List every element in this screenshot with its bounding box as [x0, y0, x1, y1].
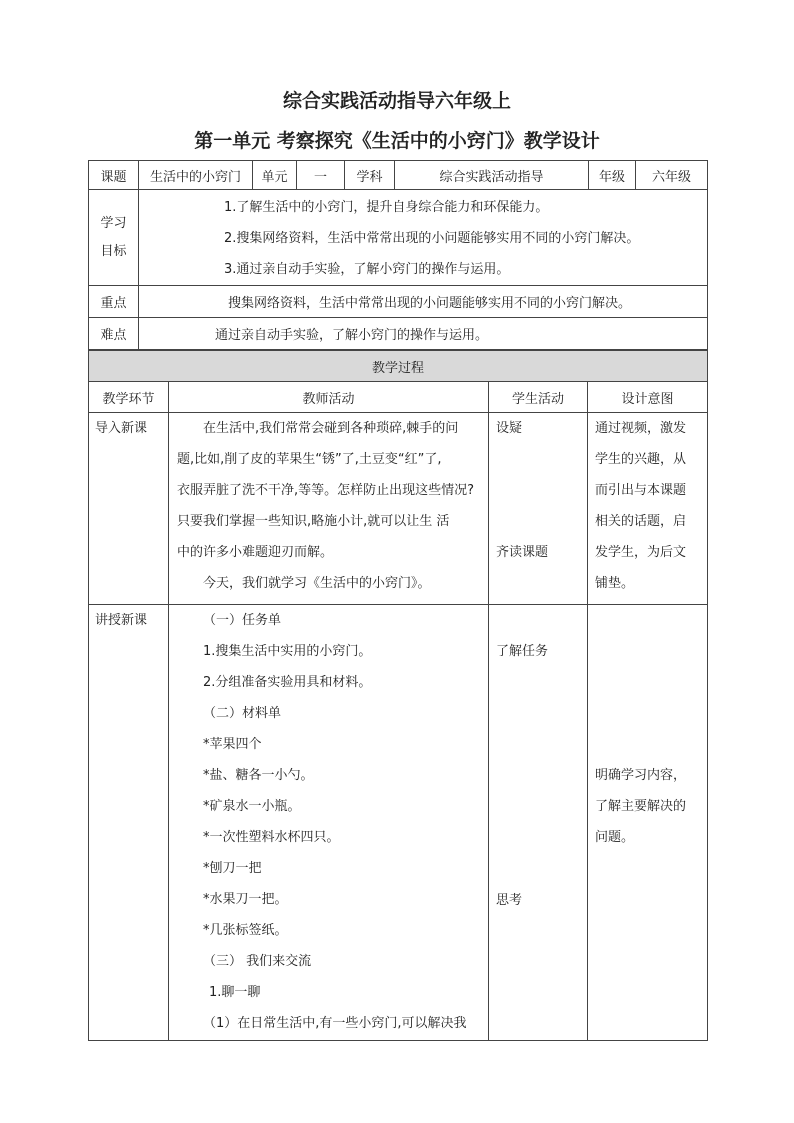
- student-activity-line: 设疑: [496, 421, 523, 436]
- teacher-activity-line: *苹果四个: [203, 737, 262, 752]
- objectives-content: [139, 190, 708, 286]
- teacher-activity-line: 中的许多小难题迎刃而解。: [177, 545, 334, 560]
- grade-label: 年级: [589, 161, 636, 190]
- teacher-activity-line: *矿泉水一小瓶。: [203, 799, 301, 814]
- design-intent-cell: [588, 413, 708, 605]
- objectives-row: [89, 190, 708, 286]
- process-header: 教学过程: [89, 351, 708, 382]
- difficulty-label: 难点: [89, 318, 139, 350]
- teacher-activity-line: （三） 我们来交流: [203, 954, 312, 969]
- teacher-activity-line: 1.聊一聊: [209, 985, 261, 1000]
- table-row: [89, 413, 708, 605]
- objective-item: 3.通过亲自动手实验，了解小窍门的操作与运用。: [224, 262, 510, 277]
- teacher-activity-line: 2.分组准备实验用具和材料。: [203, 675, 372, 690]
- student-activity-line: 了解任务: [496, 644, 549, 659]
- column-header-teacher: 教师活动: [169, 382, 489, 413]
- teaching-process-table: [88, 350, 708, 1041]
- objectives-label-line1: 学习: [100, 215, 127, 231]
- teacher-activity-line: （1）在日常生活中,有一些小窍门,可以解决我: [203, 1016, 467, 1031]
- design-intent-line: 明确学习内容，: [595, 768, 687, 783]
- subject-label: 学科: [345, 161, 395, 190]
- student-activity-cell: [489, 605, 588, 1041]
- table-row: [89, 605, 708, 1041]
- document-subtitle: 第一单元 考察探究《生活中的小窍门》教学设计: [194, 130, 600, 152]
- teacher-activity-line: 今天，我们就学习《生活中的小窍门》。: [203, 576, 431, 591]
- objectives-table: [88, 189, 708, 350]
- objectives-label-line2: 目标: [100, 243, 127, 259]
- student-activity-line: 思考: [496, 893, 523, 908]
- column-header-stage: 教学环节: [89, 382, 169, 413]
- subject-value: 综合实践活动指导: [395, 161, 589, 190]
- design-intent-line: 而引出与本课题: [595, 483, 687, 498]
- teacher-activity-line: *刨刀一把: [203, 861, 262, 876]
- stage-label: 讲授新课: [95, 613, 148, 628]
- design-intent-line: 问题。: [595, 830, 635, 845]
- objectives-label: [89, 190, 139, 286]
- teacher-activity-line: *水果刀一把。: [203, 892, 288, 907]
- stage-cell: [89, 605, 169, 1041]
- design-intent-cell: [588, 605, 708, 1041]
- column-header-student: 学生活动: [489, 382, 588, 413]
- teacher-activity-line: *几张标签纸。: [203, 923, 288, 938]
- difficulty-value: 通过亲自动手实验，了解小窍门的操作与运用。: [139, 318, 708, 350]
- topic-value: 生活中的小窍门: [139, 161, 253, 190]
- student-activity-cell: [489, 413, 588, 605]
- teacher-activity-cell: [169, 605, 489, 1041]
- design-intent-line: 相关的话题，启: [595, 514, 687, 529]
- design-intent-line: 铺垫。: [595, 576, 635, 591]
- topic-label: 课题: [89, 161, 139, 190]
- column-header-intent: 设计意图: [588, 382, 708, 413]
- teacher-activity-line: （二）材料单: [203, 706, 282, 721]
- teacher-activity-line: 衣服弄脏了洗不干净,等等。怎样防止出现这些情况?: [177, 483, 475, 498]
- teacher-activity-line: 只要我们掌握一些知识,略施小计,就可以让生 活: [177, 514, 450, 529]
- key-point-label: 重点: [89, 286, 139, 318]
- teacher-activity-line: 题,比如,削了皮的苹果生“锈”了,土豆变“红”了,: [177, 452, 442, 467]
- document-title: 综合实践活动指导六年级上: [282, 90, 511, 112]
- teacher-activity-line: 1.搜集生活中实用的小窍门。: [203, 644, 372, 659]
- column-header-row: [89, 382, 708, 413]
- key-point-row: [89, 286, 708, 318]
- teacher-activity-line: *盐、糖各一小勺。: [203, 768, 314, 783]
- design-intent-line: 了解主要解决的: [595, 799, 687, 814]
- objective-item: 1.了解生活中的小窍门，提升自身综合能力和环保能力。: [224, 200, 549, 215]
- stage-label: 导入新课: [95, 421, 148, 436]
- objective-item: 2.搜集网络资料，生活中常常出现的小问题能够实用不同的小窍门解决。: [224, 231, 640, 246]
- teacher-activity-line: （一）任务单: [203, 613, 282, 628]
- unit-label: 单元: [253, 161, 297, 190]
- key-point-value: 搜集网络资料，生活中常常出现的小问题能够实用不同的小窍门解决。: [139, 286, 708, 318]
- design-intent-line: 发学生，为后文: [595, 545, 687, 560]
- teacher-activity-line: 在生活中,我们常常会碰到各种琐碎,棘手的问: [203, 421, 459, 436]
- unit-value: 一: [297, 161, 345, 190]
- stage-cell: [89, 413, 169, 605]
- lesson-info-row: [89, 161, 708, 190]
- design-intent-line: 学生的兴趣，从: [595, 452, 687, 467]
- difficulty-row: [89, 318, 708, 350]
- lesson-info-table: [88, 160, 708, 190]
- student-activity-line: 齐读课题: [496, 545, 549, 560]
- teacher-activity-line: *一次性塑料水杯四只。: [203, 830, 340, 845]
- teacher-activity-cell: [169, 413, 489, 605]
- process-header-row: [89, 351, 708, 382]
- design-intent-line: 通过视频，激发: [595, 421, 687, 436]
- grade-value: 六年级: [636, 161, 708, 190]
